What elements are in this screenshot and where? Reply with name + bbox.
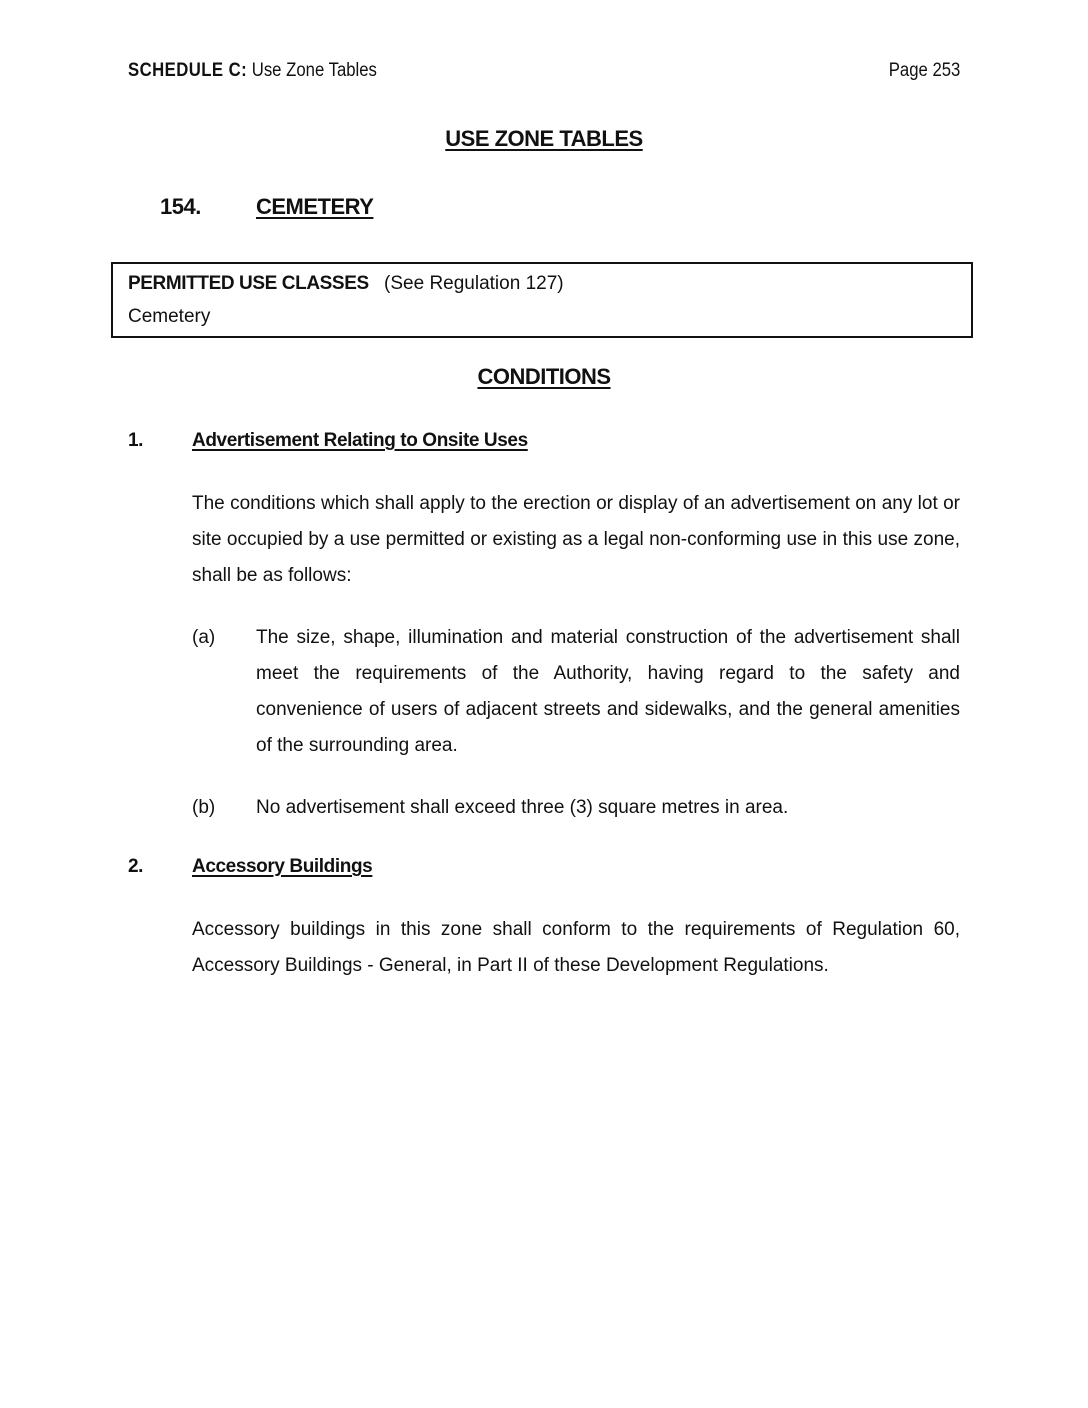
condition-number: 1.	[128, 430, 144, 451]
condition-intro-paragraph: Accessory buildings in this zone shall conform to the requirements of Regulation 60, Accessory Buildings - General, in Part II of these Development Regulations.	[192, 919, 960, 976]
condition-heading	[128, 856, 372, 878]
header-schedule-label: SCHEDULE C:	[128, 60, 248, 81]
condition-item-text: The size, shape, illumination and material construction of the advertisement shall meet the requirements of the Authority, having regard to the safety and convenience of users of adjacent streets and sidewalks, and the general amenities of the surrounding area.	[256, 627, 960, 756]
header-page-number: Page 253	[888, 60, 960, 81]
document-title: USE ZONE TABLES	[445, 126, 643, 151]
section-heading	[160, 194, 373, 220]
condition-heading	[128, 430, 528, 452]
condition-item-label: (b)	[192, 797, 216, 818]
permitted-use-classes-label: PERMITTED USE CLASSES	[128, 273, 369, 294]
permitted-use-list: Cemetery	[128, 306, 211, 327]
permitted-use-classes-reference: (See Regulation 127)	[384, 273, 564, 294]
condition-item-label: (a)	[192, 627, 216, 648]
page-header	[128, 58, 960, 88]
permitted-use-classes-box	[111, 262, 973, 338]
document-title-block	[0, 126, 1088, 152]
header-schedule	[128, 60, 377, 82]
header-schedule-title: Use Zone Tables	[251, 60, 377, 81]
conditions-title-block	[0, 364, 1088, 390]
section-number: 154.	[160, 194, 201, 219]
conditions-title: CONDITIONS	[477, 364, 611, 389]
condition-number: 2.	[128, 856, 144, 877]
condition-heading-text: Advertisement Relating to Onsite Uses	[192, 430, 528, 451]
section-name: CEMETERY	[256, 194, 374, 219]
condition-item-text: No advertisement shall exceed three (3) square metres in area.	[256, 797, 789, 818]
condition-intro-paragraph: The conditions which shall apply to the erection or display of an advertisement on any lot or site occupied by a use permitted or existing as a legal non-conforming use in this use zone, shall be as follows:	[192, 493, 960, 586]
condition-heading-text: Accessory Buildings	[192, 856, 373, 877]
permitted-use-classes-line	[128, 273, 564, 295]
